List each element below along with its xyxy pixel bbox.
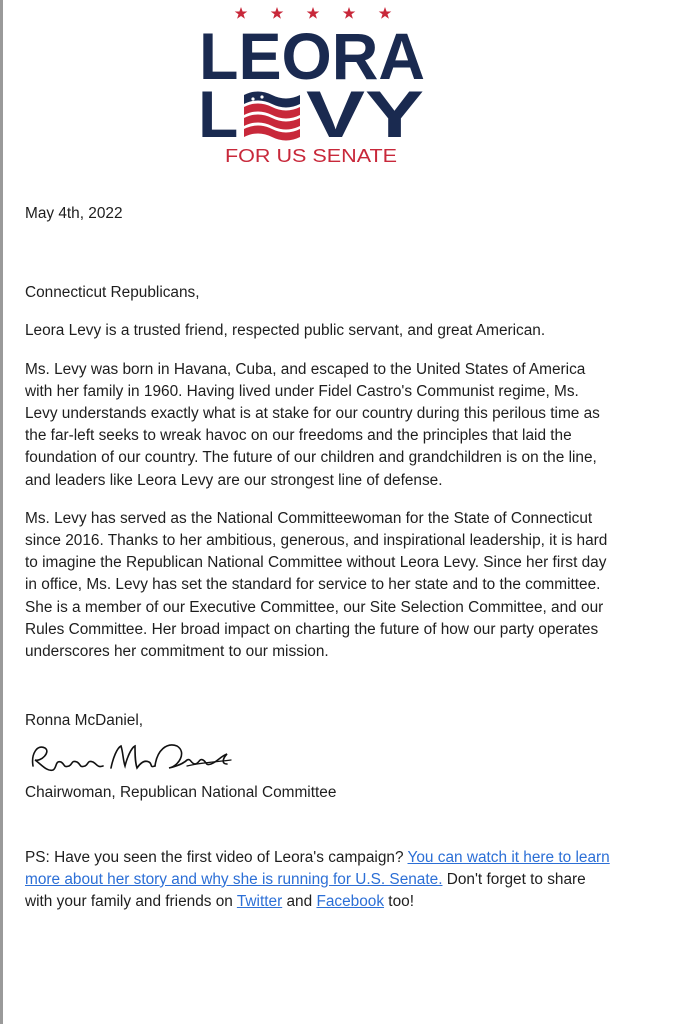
- signature-icon: [27, 736, 237, 778]
- facebook-link[interactable]: Facebook: [316, 893, 385, 911]
- logo-first-name: LEORA: [199, 19, 425, 93]
- ps-middle: Don't forget to share with your family and friends on: [25, 870, 586, 911]
- postscript: [25, 847, 615, 914]
- ps-prefix: PS: Have you seen the first video of Leora's campaign?: [25, 848, 408, 866]
- letter-greeting: Connecticut Republicans,: [25, 284, 200, 302]
- video-link[interactable]: You can watch it here to learn more about her story and why she is running for U.S. Senate.: [25, 848, 610, 888]
- star-icon: [271, 7, 284, 19]
- flag-e-icon: [244, 92, 300, 141]
- campaign-logo-graphic: [0, 0, 682, 180]
- campaign-logo: [0, 0, 682, 180]
- signer-name: Ronna McDaniel,: [25, 712, 144, 730]
- star-icon: [379, 7, 392, 19]
- handwritten-signature: [27, 736, 615, 778]
- stars-row: [235, 7, 392, 19]
- logo-last-name-vy: VY: [306, 77, 424, 151]
- logo-last-name-l: L: [198, 77, 239, 151]
- star-icon: [307, 7, 320, 19]
- signer-title: Chairwoman, Republican National Committee: [25, 784, 337, 802]
- letter-paragraph: Leora Levy is a trusted friend, respected public servant, and great American.: [25, 322, 546, 340]
- letter-paragraph: Ms. Levy was born in Havana, Cuba, and escaped to the United States of America with her family in 1960. Having lived under Fidel Castro's Communist regime, Ms. Levy understands exactly what is at stake for our country during this perilous time as the far-left seeks to wreak havoc on our freedoms and the principles that laid the foundation of our country. The future of our children and grandchildren is on the line, and leaders like Leora Levy are our strongest line of defense.: [25, 360, 600, 489]
- star-icon: [343, 7, 356, 19]
- logo-tagline: FOR US SENATE: [225, 146, 397, 166]
- twitter-link[interactable]: Twitter: [236, 893, 283, 911]
- letter-body: [25, 203, 615, 913]
- ps-and: and: [282, 893, 317, 911]
- ps-suffix: too!: [384, 893, 414, 911]
- letter-date: May 4th, 2022: [25, 205, 123, 222]
- letter-paragraph: Ms. Levy has served as the National Committeewoman for the State of Connecticut since 2016. Thanks to her ambitious, generous, and inspirational leadership, it is hard to imagine the Republican National Committee without Leora Levy. Since her first day in office, Ms. Levy has set the standard for service to her state and to the committee. She is a member of our Executive Committee, our Site Selection Committee, and our Rules Committee. Her broad impact on charting the future of how our party operates underscores her commitment to our mission.: [25, 509, 608, 661]
- star-icon: [235, 7, 248, 19]
